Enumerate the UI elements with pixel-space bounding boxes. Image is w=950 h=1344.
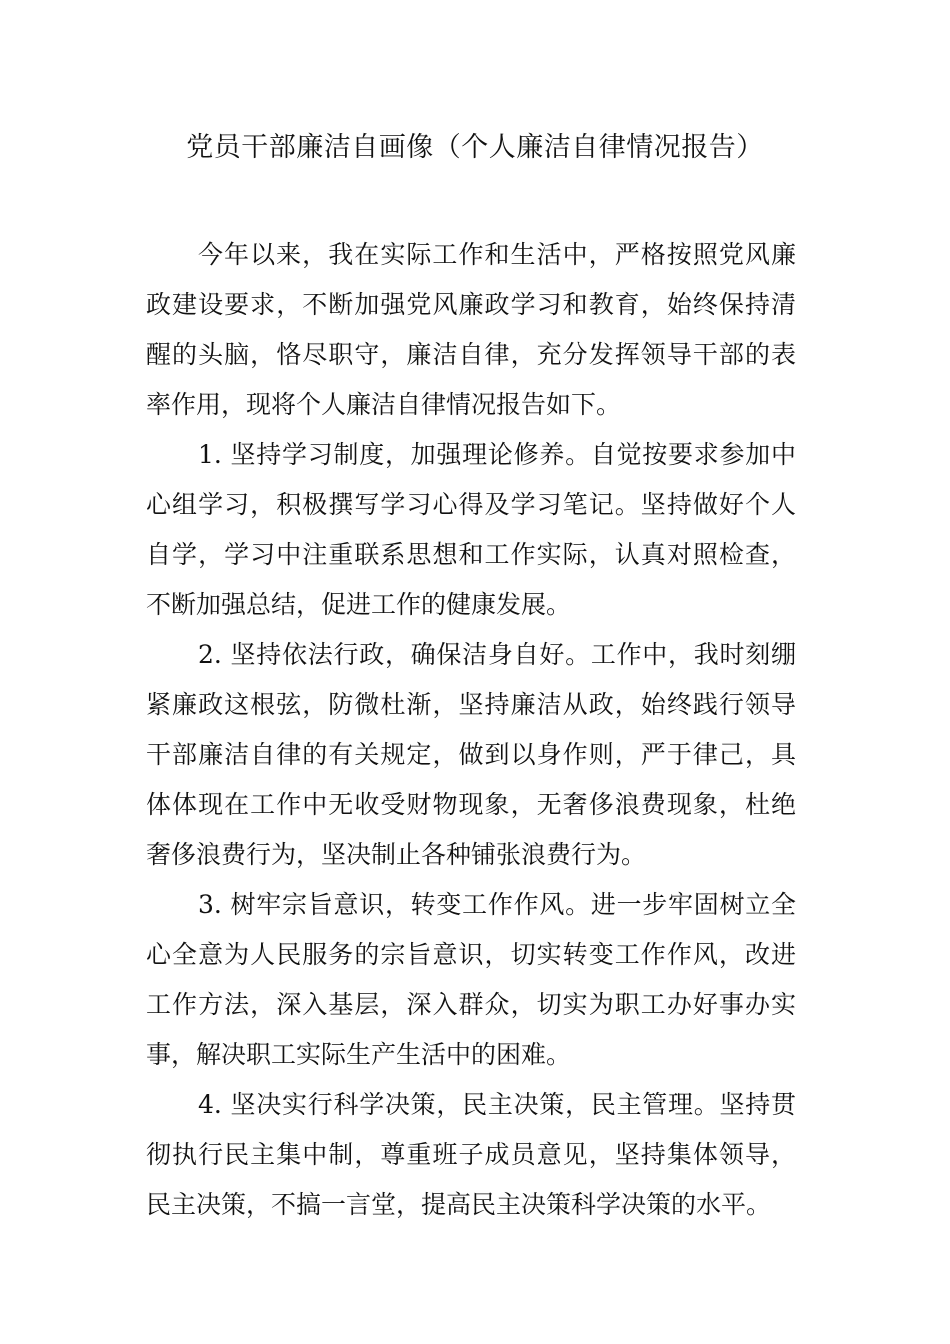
paragraph-line: 彻执行民主集中制，尊重班子成员意见，坚持集体领导， <box>146 1140 796 1169</box>
paragraph-line: 醒的头脑，恪尽职守，廉洁自律，充分发挥领导干部的表 <box>146 340 796 369</box>
paragraph-line: 不断加强总结，促进工作的健康发展。 <box>146 590 572 619</box>
paragraph-line: 心全意为人民服务的宗旨意识，切实转变工作作风，改进 <box>146 940 796 969</box>
paragraph-line: 自学，学习中注重联系思想和工作实际，认真对照检查， <box>146 540 796 569</box>
paragraph-line: 紧廉政这根弦，防微杜渐，坚持廉洁从政，始终践行领导 <box>146 690 796 719</box>
paragraph-line: 奢侈浪费行为，坚决制止各种铺张浪费行为。 <box>146 840 647 869</box>
paragraph-line: 心组学习，积极撰写学习心得及学习笔记。坚持做好个人 <box>146 490 796 519</box>
paragraph-item-1 <box>146 430 796 630</box>
paragraph-line: 2. 坚持依法行政，确保洁身自好。工作中，我时刻绷 <box>198 640 796 669</box>
paragraph-item-3 <box>146 880 796 1080</box>
document-body <box>146 230 796 1230</box>
document-title: 党员干部廉洁自画像（个人廉洁自律情况报告） <box>186 132 764 163</box>
paragraph-line: 率作用，现将个人廉洁自律情况报告如下。 <box>146 390 622 419</box>
paragraph-line: 工作方法，深入基层，深入群众，切实为职工办好事办实 <box>146 990 796 1019</box>
paragraph-line: 事，解决职工实际生产生活中的困难。 <box>146 1040 572 1069</box>
paragraph-line: 1. 坚持学习制度，加强理论修养。自觉按要求参加中 <box>198 440 796 469</box>
paragraph-line: 今年以来，我在实际工作和生活中，严格按照党风廉 <box>198 240 796 269</box>
paragraph-line: 干部廉洁自律的有关规定，做到以身作则，严于律己，具 <box>146 740 796 769</box>
paragraph-line: 4. 坚决实行科学决策，民主决策，民主管理。坚持贯 <box>198 1090 796 1119</box>
paragraph-line: 民主决策，不搞一言堂，提高民主决策科学决策的水平。 <box>146 1190 772 1219</box>
paragraph-intro <box>146 230 796 430</box>
paragraph-line: 3. 树牢宗旨意识，转变工作作风。进一步牢固树立全 <box>198 890 796 919</box>
paragraph-line: 政建设要求，不断加强党风廉政学习和教育，始终保持清 <box>146 290 796 319</box>
paragraph-item-4 <box>146 1080 796 1230</box>
paragraph-line: 体体现在工作中无收受财物现象，无奢侈浪费现象，杜绝 <box>146 790 796 819</box>
paragraph-item-2 <box>146 630 796 880</box>
